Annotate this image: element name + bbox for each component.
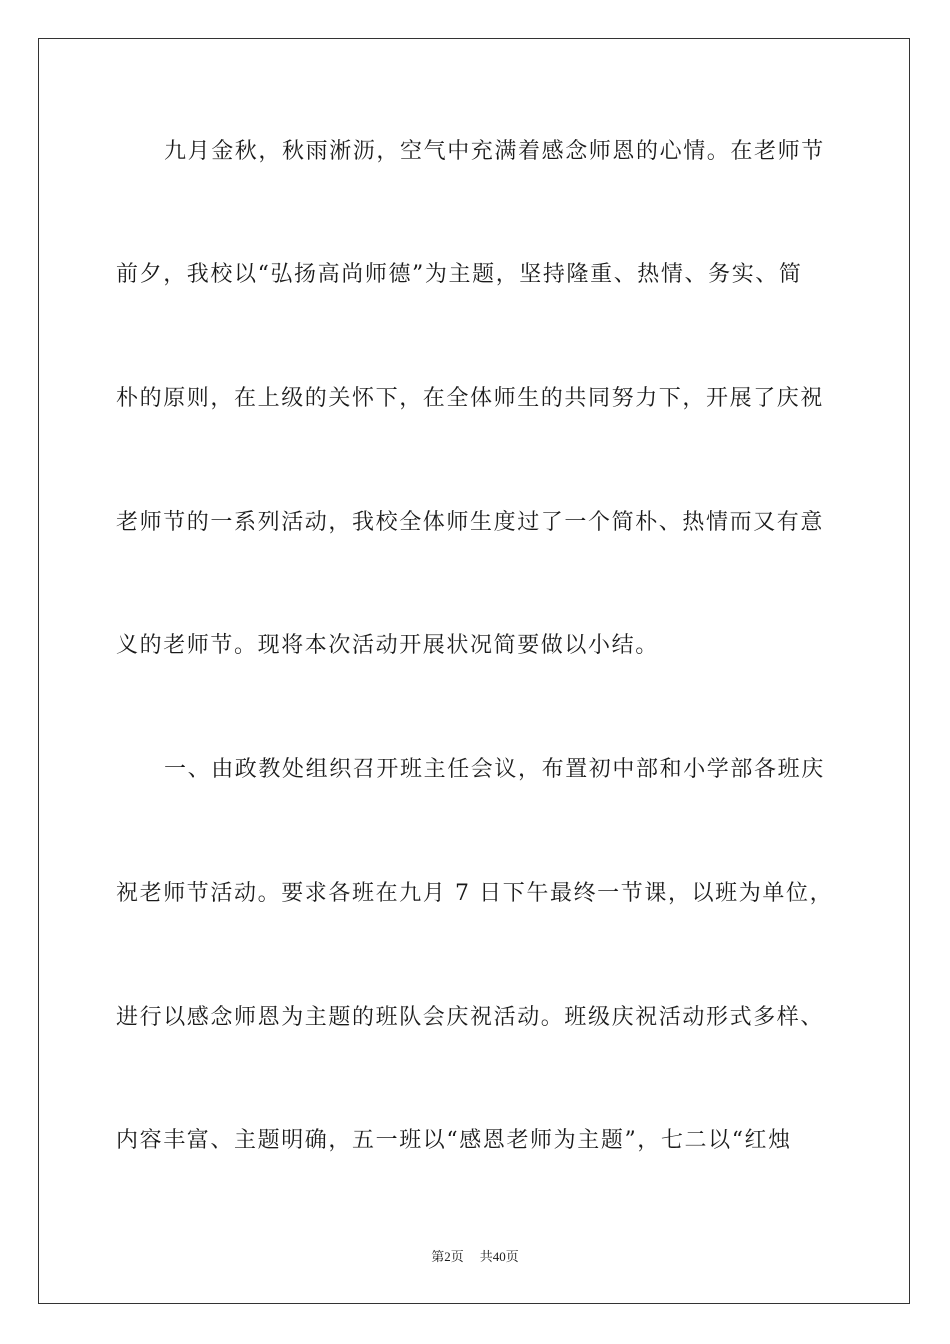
paragraph-line: 义的老师节。现将本次活动开展状况简要做以小结。 xyxy=(116,633,659,658)
paragraph-line: 内容丰富、主题明确，五一班以“感恩老师为主题”，七二以“红烛 xyxy=(116,1128,792,1153)
page-total: 共40页 xyxy=(479,1249,519,1264)
paragraph-line: 朴的原则，在上级的关怀下，在全体师生的共同努力下，开展了庆祝 xyxy=(116,386,825,411)
page-footer xyxy=(0,1248,950,1266)
page-number: 第2页 xyxy=(431,1249,464,1264)
paragraph-line: 进行以感念师恩为主题的班队会庆祝活动。班级庆祝活动形式多样、 xyxy=(116,1005,825,1030)
paragraph-line: 老师节的一系列活动，我校全体师生度过了一个简朴、热情而又有意 xyxy=(116,510,825,535)
page-border xyxy=(38,38,910,1304)
paragraph-line: 九月金秋，秋雨淅沥，空气中充满着感念师恩的心情。在老师节 xyxy=(164,139,825,164)
paragraph-line: 前夕，我校以“弘扬高尚师德”为主题，坚持隆重、热情、务实、简 xyxy=(116,262,803,287)
paragraph-line: 祝老师节活动。要求各班在九月 7 日下午最终一节课，以班为单位， xyxy=(116,881,834,906)
paragraph-line: 一、由政教处组织召开班主任会议，布置初中部和小学部各班庆 xyxy=(164,757,825,782)
